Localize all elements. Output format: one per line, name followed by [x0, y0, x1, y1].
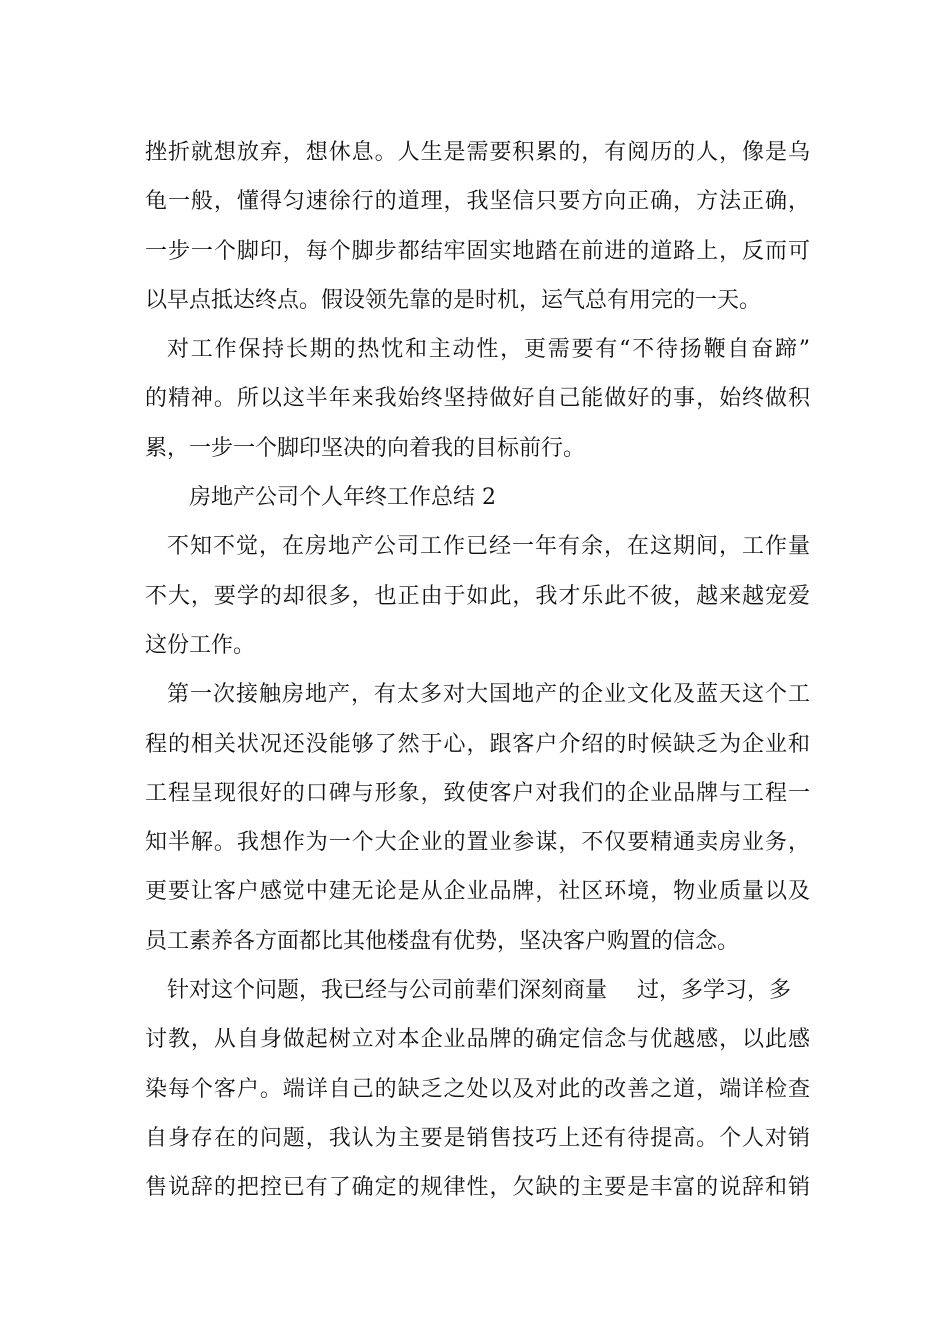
text-line — [145, 966, 810, 1015]
text-line: 累，一步一个脚印坚决的向着我的目标前行。 — [145, 435, 586, 461]
text-line: 第一次接触房地产，有太多对大国地产的企业文化及蓝天这个工 — [167, 682, 810, 708]
text-line: 以早点抵达终点。假设领先靠的是时机，运气总有用完的一天。 — [145, 287, 762, 313]
text-line: 挫折就想放弃，想休息。人生是需要积累的，有阅历的人，像是乌 — [145, 140, 810, 165]
text-line: 讨教，从自身做起树立对本企业品牌的确定信念与优越感，以此感 — [145, 1027, 810, 1053]
text-line: 工程呈现很好的口碑与形象，致使客户对我们的企业品牌与工程一 — [145, 780, 810, 806]
document-body — [145, 128, 810, 1213]
text-line: 不知不觉，在房地产公司工作已经一年有余，在这期间，工作量 — [167, 534, 810, 560]
text-line: 售说辞的把控已有了确定的规律性，欠缺的主要是丰富的说辞和销 — [145, 1175, 810, 1201]
text-line: 对工作保持长期的热忱和主动性，更需要有“不待扬鞭自奋蹄” — [167, 337, 810, 363]
text-line: 染每个客户。端详自己的缺乏之处以及对此的改善之道，端详检查 — [145, 1076, 810, 1102]
text-line: 更要让客户感觉中建无论是从企业品牌，社区环境，物业质量以及 — [145, 879, 810, 905]
text-segment: 针对这个问题，我已经与公司前辈们深刻商量 — [167, 978, 608, 1004]
section-heading: 房地产公司个人年终工作总结 2 — [189, 485, 496, 511]
text-line: 知半解。我想作为一个大企业的置业参谋，不仅要精通卖房业务， — [145, 830, 810, 856]
text-line: 龟一般，懂得匀速徐行的道理，我坚信只要方向正确，方法正确， — [145, 189, 810, 215]
text-line: 程的相关状况还没能够了然于心，跟客户介绍的时候缺乏为企业和 — [145, 731, 810, 757]
text-line: 不大，要学的却很多，也正由于如此，我才乐此不彼，越来越宠爱 — [145, 583, 810, 609]
text-line: 自身存在的问题，我认为主要是销售技巧上还有待提高。个人对销 — [145, 1125, 810, 1151]
text-line: 这份工作。 — [145, 632, 256, 658]
text-line: 的精神。所以这半年来我始终坚持做好自己能做好的事，始终做积 — [145, 386, 810, 412]
text-line: 一步一个脚印，每个脚步都结牢固实地踏在前进的道路上，反而可 — [145, 238, 810, 264]
text-segment: 过，多学习，多 — [637, 978, 792, 1004]
text-line: 员工素养各方面都比其他楼盘有优势，坚决客户购置的信念。 — [145, 928, 740, 954]
